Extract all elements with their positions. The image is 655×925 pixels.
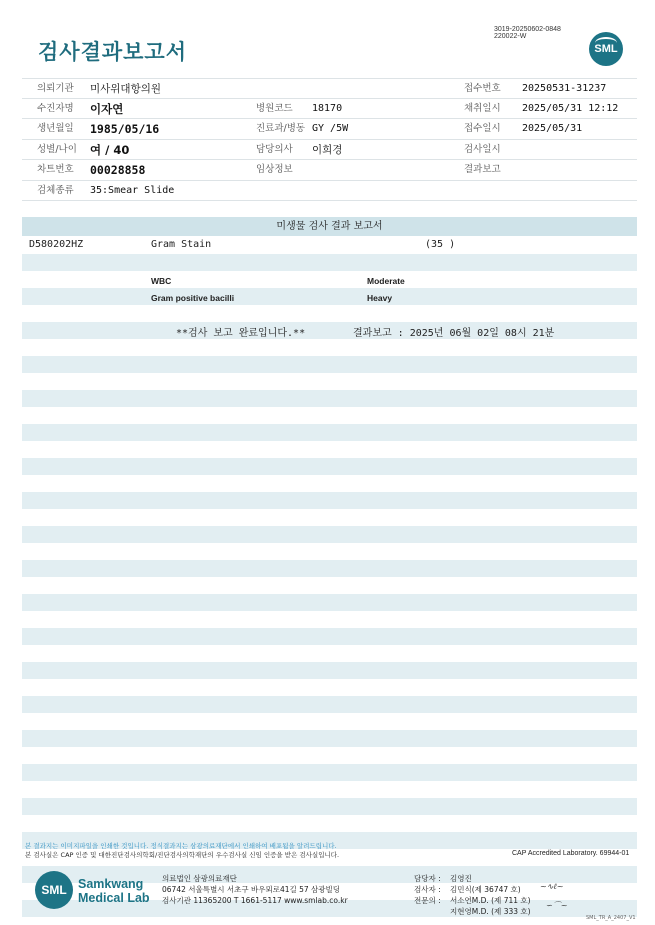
specialist-label: 전문의 : — [414, 896, 441, 905]
hospital-code-label: 병원코드 — [256, 102, 293, 114]
row-stripe — [22, 254, 637, 271]
result-item-name: Gram positive bacilli — [151, 293, 235, 303]
report-label: 결과보고 — [464, 164, 501, 175]
cap-accreditation: CAP Accredited Laboratory. 69944-01 — [512, 850, 630, 857]
info-row-specimen — [22, 181, 637, 202]
birth-value: 1985/05/16 — [90, 122, 160, 136]
row-stripe — [22, 424, 637, 441]
receipt-no-value: 20250531-31237 — [522, 83, 607, 94]
specialist1-value: 서소연M.D. (제 711 호) — [450, 896, 531, 905]
sml-footer-logo-icon: SML — [35, 871, 73, 909]
info-row-institution — [22, 78, 637, 99]
patient-name-label: 수진자명 — [37, 102, 74, 114]
row-stripe — [22, 526, 637, 543]
row-stripe — [22, 288, 637, 305]
institution-value: 미사위대항의원 — [90, 83, 162, 95]
institution-label: 의뢰기관 — [37, 83, 74, 94]
certification-notice: 본 검사실은 CAP 인증 및 대한진단검사의학회/진단검사의학재단의 우수검사실 신임 인증을 받은 검사실입니다. — [25, 851, 340, 859]
org-address: 06742 서울특별시 서초구 바우뫼로41길 57 삼광빌딩 — [162, 885, 341, 894]
row-stripe — [22, 730, 637, 747]
receipt-date-value: 2025/05/31 — [522, 123, 583, 134]
result-item-name: WBC — [151, 276, 172, 286]
collection-date-label: 채취일시 — [464, 102, 501, 114]
result-section-title: 미생물 검사 결과 보고서 — [22, 217, 637, 236]
brand-line2: Medical Lab — [78, 891, 150, 905]
tester-signature: ~∿ℓ~ — [540, 882, 564, 891]
hospital-code-value: 18170 — [312, 102, 343, 114]
info-row-chart — [22, 160, 637, 181]
document-code-line2: 220022-W — [494, 33, 527, 40]
info-row-patient — [22, 99, 637, 120]
specialist2-value: 지현영M.D. (제 333 호) — [450, 907, 531, 916]
birth-label: 생년월일 — [37, 123, 74, 134]
sex-age-value: 여 / 40 — [90, 142, 130, 157]
row-stripe — [22, 594, 637, 611]
sml-logo-icon: SML — [589, 32, 623, 66]
staff-label: 담당자 : — [414, 874, 441, 883]
sex-age-label: 성별/나이 — [37, 143, 77, 155]
row-stripe — [22, 798, 637, 815]
row-stripe — [22, 560, 637, 577]
row-stripe — [22, 662, 637, 679]
row-stripe — [22, 390, 637, 407]
receipt-no-label: 접수번호 — [464, 83, 501, 94]
tester-value: 김민식(제 36747 호) — [450, 885, 521, 894]
row-stripe — [22, 356, 637, 373]
receipt-date-label: 접수일시 — [464, 123, 501, 134]
patient-name-value: 이자연 — [90, 101, 124, 116]
dept-value: GY /5W — [312, 123, 349, 134]
clinical-label: 임상정보 — [256, 164, 293, 175]
row-stripe — [22, 764, 637, 781]
org-contact: 검사기관 11365200 T 1661-5117 www.smlab.co.kr — [162, 896, 348, 905]
test-name: Gram Stain — [151, 239, 212, 250]
result-item-value: Heavy — [367, 293, 393, 303]
row-stripe — [22, 628, 637, 645]
row-stripe — [22, 492, 637, 509]
chart-no-value: 00028858 — [90, 163, 146, 177]
staff-value: 김영진 — [450, 874, 472, 883]
specialist-signature: ∽⌒~ — [546, 901, 568, 910]
test-date-label: 검사일시 — [464, 143, 501, 155]
collection-date-value: 2025/05/31 12:12 — [522, 102, 619, 114]
image-notice: 본 결과지는 이미지파일을 인쇄한 것입니다. 정식결과지는 삼광의료재단에서 인쇄하여 배포됨을 알려드립니다. — [25, 842, 337, 850]
test-count: (35 ) — [425, 239, 456, 250]
info-row-birth — [22, 119, 637, 140]
row-stripe — [22, 696, 637, 713]
chart-no-label: 차트번호 — [37, 164, 74, 175]
result-item-value: Moderate — [367, 276, 405, 286]
doctor-value: 이희경 — [312, 143, 343, 156]
page-title: 검사결과보고서 — [38, 40, 188, 64]
doctor-label: 담당의사 — [256, 143, 293, 155]
form-code: SML_TR_A_2407_V1 — [586, 915, 636, 921]
tester-label: 검사자 : — [414, 885, 441, 894]
info-row-sex-age — [22, 140, 637, 161]
report-complete-text: **검사 보고 완료입니다.** — [176, 328, 306, 339]
dept-label: 진료과/병동 — [256, 123, 306, 134]
specimen-value: 35:Smear Slide — [90, 184, 175, 196]
test-code: D580202HZ — [29, 239, 84, 250]
org-name: 의료법인 삼광의료재단 — [162, 874, 237, 883]
specimen-label: 검체종류 — [37, 184, 74, 196]
patient-info-table — [22, 78, 637, 201]
document-code-line1: 3019-20250602-0848 — [494, 26, 561, 33]
brand-line1: Samkwang — [78, 877, 144, 891]
report-time: 결과보고 : 2025년 06월 02일 08시 21분 — [353, 328, 555, 339]
row-stripe — [22, 458, 637, 475]
document-code — [494, 26, 561, 40]
